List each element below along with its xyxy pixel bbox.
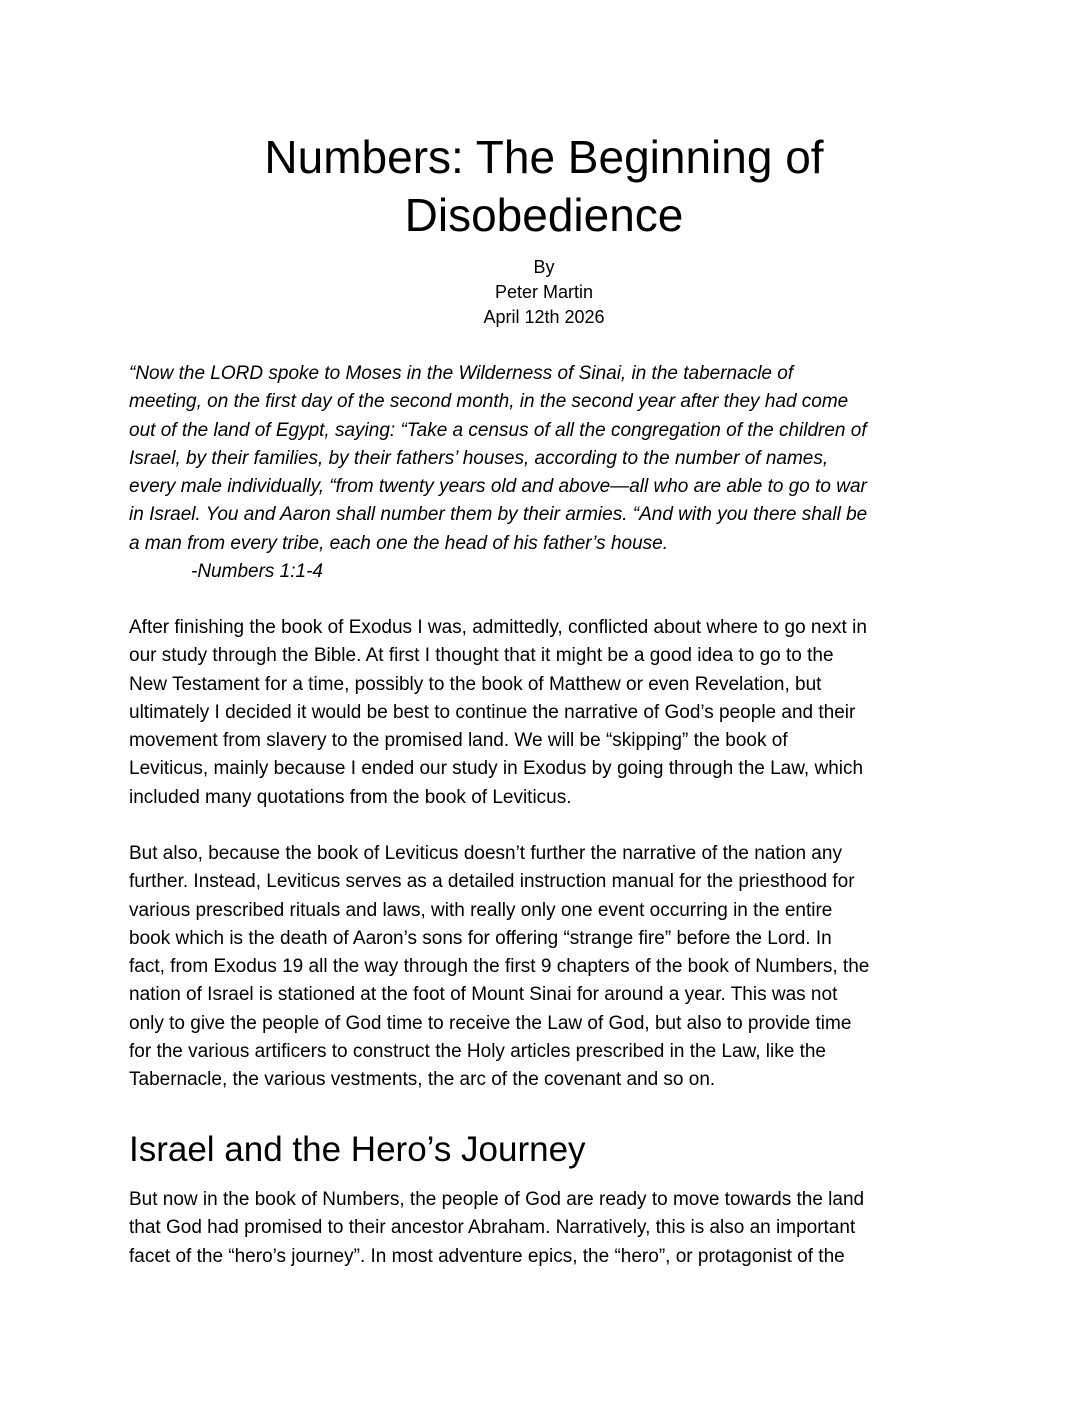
paragraph-line: After finishing the book of Exodus I was, admittedly, conflicted about where to go next in (129, 617, 867, 638)
paragraph-line: Leviticus, mainly because I ended our study in Exodus by going through the Law, which (129, 758, 864, 780)
epigraph-line: out of the land of Egypt, saying: “Take a census of all the congregation of the children of (129, 419, 867, 441)
paragraph-line: But also, because the book of Leviticus doesn’t further the narrative of the nation any (129, 843, 842, 864)
epigraph-reference: -Numbers 1:1-4 (191, 561, 323, 583)
epigraph-line: “Now the LORD spoke to Moses in the Wilderness of Sinai, in the tabernacle of (129, 363, 794, 384)
paragraph-line: only to give the people of God time to receive the Law of God, but also to provide time (129, 1012, 852, 1034)
body-paragraph-3 (129, 1186, 969, 1271)
paragraph-line: our study through the Bible. At first I thought that it might be a good idea to go to the (129, 645, 834, 667)
body-paragraph-2 (129, 840, 969, 1095)
epigraph-line: every male individually, “from twenty years old and above—all who are able to go to war (129, 476, 867, 498)
body-paragraph-1 (129, 614, 969, 812)
byline-by: By (533, 257, 555, 277)
publish-date: April 12th 2026 (483, 307, 605, 327)
section-heading: Israel and the Hero’s Journey (129, 1130, 586, 1169)
paragraph-line: New Testament for a time, possibly to the book of Matthew or even Revelation, but (129, 673, 822, 695)
paragraph-line: nation of Israel is stationed at the foot of Mount Sinai for around a year. This was not (129, 984, 838, 1006)
paragraph-line: further. Instead, Leviticus serves as a detailed instruction manual for the priesthood for (129, 871, 855, 893)
paragraph-line: ultimately I decided it would be best to continue the narrative of God’s people and their (129, 701, 856, 723)
paragraph-line: facet of the “hero’s journey”. In most adventure epics, the “hero”, or protagonist of the (129, 1245, 845, 1267)
paragraph-line: movement from slavery to the promised land. We will be “skipping” the book of (129, 730, 788, 752)
epigraph-line: a man from every tribe, each one the head of his father’s house. (129, 532, 669, 554)
epigraph-quote (129, 360, 969, 586)
epigraph-line: in Israel. You and Aaron shall number them by their armies. “And with you there shall be (129, 504, 868, 526)
paragraph-line: But now in the book of Numbers, the people of God are ready to move towards the land (129, 1189, 865, 1210)
document-title (130, 128, 958, 244)
paragraph-line: that God had promised to their ancestor Abraham. Narratively, this is also an important (129, 1217, 856, 1239)
epigraph-line: meeting, on the first day of the second month, in the second year after they had come (129, 391, 849, 413)
paragraph-line: various prescribed rituals and laws, with really only one event occurring in the entire (129, 899, 833, 921)
paragraph-line: book which is the death of Aaron’s sons for offering “strange fire” before the Lord. In (129, 927, 832, 949)
title-line: Numbers: The Beginning of (264, 131, 824, 183)
epigraph-line: Israel, by their families, by their fathers’ houses, according to the number of names, (129, 447, 829, 469)
title-line: Disobedience (404, 189, 684, 241)
author-name: Peter Martin (494, 282, 594, 302)
paragraph-line: fact, from Exodus 19 all the way through the first 9 chapters of the book of Numbers, the (129, 956, 870, 978)
paragraph-line: Tabernacle, the various vestments, the arc of the covenant and so on. (129, 1069, 716, 1091)
paragraph-line: for the various artificers to construct the Holy articles prescribed in the Law, like the (129, 1041, 826, 1063)
paragraph-line: included many quotations from the book of Leviticus. (129, 786, 572, 808)
byline (130, 255, 958, 330)
